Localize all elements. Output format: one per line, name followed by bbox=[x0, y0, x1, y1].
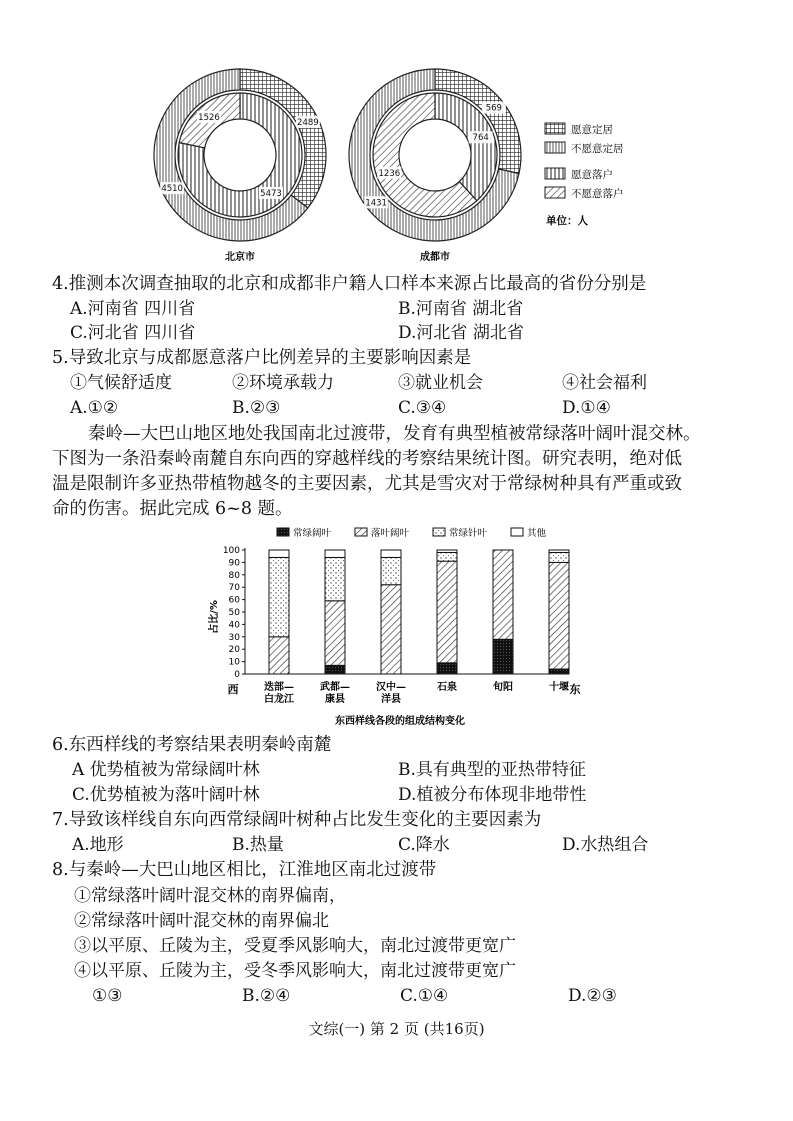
donut-outer-value-1-1: 1431 bbox=[365, 198, 387, 209]
legend-label-hukou-no: 不愿意落户 bbox=[571, 188, 624, 200]
q8-statement-1: ①常绿落叶阔叶混交林的南界偏南， bbox=[74, 886, 346, 906]
donut-figure bbox=[150, 60, 670, 270]
donut-outer-value-0-0: 2489 bbox=[297, 117, 319, 128]
question-6-stem: 6.东西样线的考察结果表明秦岭南麓 bbox=[52, 735, 332, 755]
legend-label-1: 落叶阔叶 bbox=[371, 528, 410, 539]
donut-legend bbox=[545, 123, 624, 227]
legend-swatch-1 bbox=[355, 528, 367, 536]
x-category-label-0-0: 迭部— bbox=[264, 682, 294, 693]
bar-segment-4-0 bbox=[493, 639, 513, 674]
q8-statement-2: ②常绿落叶阔叶混交林的南界偏北 bbox=[74, 911, 329, 931]
q8-option-c[interactable]: C.①④ bbox=[400, 986, 449, 1006]
bar-segment-5-3 bbox=[549, 550, 569, 552]
bar-segment-2-2 bbox=[381, 557, 401, 584]
q4-option-a[interactable]: A.河南省 四川省 bbox=[70, 299, 196, 319]
unit-label: 单位：人 bbox=[546, 215, 588, 227]
x-category-label-0-1: 白龙江 bbox=[264, 694, 294, 705]
stacked-bar-chart bbox=[205, 522, 585, 732]
q5-option-b[interactable]: B.②③ bbox=[232, 398, 281, 418]
city-label-beijing: 北京市 bbox=[225, 252, 255, 263]
q5-factor-2: ②环境承载力 bbox=[232, 373, 334, 393]
y-tick-label: 60 bbox=[228, 595, 240, 606]
x-category-label-5-0: 十堰 bbox=[549, 682, 569, 693]
bar-segment-0-1 bbox=[269, 637, 289, 674]
question-4-stem: 4.推测本次调查抽取的北京和成都非户籍人口样本来源占比最高的省份分别是 bbox=[52, 274, 647, 294]
y-tick-label: 90 bbox=[228, 558, 240, 569]
bar-segment-1-2 bbox=[325, 557, 345, 600]
q8-option-d[interactable]: D.②③ bbox=[568, 986, 617, 1006]
x-category-label-4-0: 旬阳 bbox=[493, 682, 513, 693]
legend-label-settle-yes: 愿意定居 bbox=[571, 124, 613, 136]
y-tick-label: 20 bbox=[228, 645, 240, 656]
passage-line-1: 秦岭—大巴山地区地处我国南北过渡带，发育有典型植被常绿落叶阔叶混交林。 bbox=[88, 424, 701, 444]
question-8-stem: 8.与秦岭—大巴山地区相比，江淮地区南北过渡带 bbox=[52, 860, 437, 880]
x-category-label-3-0: 石泉 bbox=[437, 682, 457, 693]
legend-label-0: 常绿阔叶 bbox=[293, 528, 332, 539]
q8-option-b[interactable]: B.②④ bbox=[242, 986, 291, 1006]
passage-line-3: 温是限制许多亚热带植物越冬的主要因素，尤其是雪灾对于常绿树种具有严重或致 bbox=[52, 474, 682, 494]
legend-swatch-0 bbox=[277, 528, 289, 536]
donut-inner-value-1-0: 764 bbox=[472, 133, 489, 144]
q4-option-b[interactable]: B.河南省 湖北省 bbox=[398, 299, 524, 319]
x-category-label-1-1: 康县 bbox=[325, 694, 345, 705]
q6-option-c[interactable]: C.优势植被为落叶阔叶林 bbox=[72, 785, 260, 805]
bar-segment-3-1 bbox=[437, 561, 457, 663]
question-7-stem: 7.导致该样线自东向西常绿阔叶树种占比发生变化的主要因素为 bbox=[52, 810, 542, 830]
legend-swatch-3 bbox=[511, 528, 523, 536]
y-axis-label: 占比/% bbox=[209, 600, 220, 634]
legend-label-settle-no: 不愿意定居 bbox=[571, 143, 624, 155]
q5-factor-3: ③就业机会 bbox=[398, 373, 483, 393]
legend-label-2: 常绿针叶 bbox=[449, 528, 488, 539]
q6-option-b[interactable]: B.具有典型的亚热带特征 bbox=[398, 760, 586, 780]
bar-marks bbox=[264, 550, 569, 705]
bar-segment-4-1 bbox=[493, 550, 513, 639]
legend-label-3: 其他 bbox=[527, 528, 547, 539]
bar-legend bbox=[277, 527, 547, 539]
chart-title: 东西样线各段的组成结构变化 bbox=[335, 716, 465, 727]
y-tick-label: 10 bbox=[228, 657, 240, 668]
q8-option-a[interactable]: ①③ bbox=[92, 986, 123, 1006]
q4-option-d[interactable]: D.河北省 湖北省 bbox=[398, 323, 524, 343]
legend-label-hukou-yes: 愿意落户 bbox=[571, 169, 613, 181]
page-footer: 文综(一) 第 2 页 (共16页) bbox=[308, 1020, 485, 1038]
donut-chart-chengdu bbox=[349, 69, 521, 241]
bar-segment-1-3 bbox=[325, 550, 345, 557]
y-tick-label: 100 bbox=[222, 546, 240, 556]
bar-segment-1-0 bbox=[325, 665, 345, 674]
y-tick-label: 30 bbox=[228, 632, 240, 643]
donut-inner-value-0-0: 5473 bbox=[260, 188, 282, 199]
bar-segment-5-0 bbox=[549, 669, 569, 674]
q7-option-b[interactable]: B.热量 bbox=[232, 835, 284, 855]
q7-option-c[interactable]: C.降水 bbox=[398, 835, 450, 855]
q6-option-d[interactable]: D.植被分布体现非地带性 bbox=[398, 785, 587, 805]
q5-option-d[interactable]: D.①④ bbox=[562, 398, 611, 418]
donut-inner-value-0-1: 1526 bbox=[198, 113, 220, 124]
q5-option-a[interactable]: A.①② bbox=[70, 398, 119, 418]
q8-statement-4: ④以平原、丘陵为主，受冬季风影响大，南北过渡带更宽广 bbox=[74, 961, 516, 981]
bar-segment-2-1 bbox=[381, 585, 401, 674]
y-tick-label: 40 bbox=[228, 620, 240, 631]
x-category-label-1-0: 武都— bbox=[320, 682, 350, 693]
bar-segment-2-3 bbox=[381, 550, 401, 557]
donut-outer-value-0-1: 4510 bbox=[161, 184, 183, 195]
q8-statement-3: ③以平原、丘陵为主，受夏季风影响大，南北过渡带更宽广 bbox=[74, 936, 516, 956]
legend-swatch-2 bbox=[433, 528, 445, 536]
q4-option-c[interactable]: C.河北省 四川省 bbox=[70, 323, 196, 343]
bar-segment-0-2 bbox=[269, 557, 289, 636]
donut-outer-value-1-0: 569 bbox=[485, 103, 502, 114]
x-category-label-2-1: 洋县 bbox=[381, 694, 401, 705]
bar-segment-3-3 bbox=[437, 550, 457, 552]
direction-east: 东 bbox=[569, 683, 581, 696]
bar-segment-3-0 bbox=[437, 663, 457, 674]
question-5-stem: 5.导致北京与成都愿意落户比例差异的主要影响因素是 bbox=[52, 348, 472, 368]
y-tick-label: 50 bbox=[228, 608, 240, 618]
passage-line-4: 命的伤害。据此完成 6~8 题。 bbox=[52, 499, 293, 519]
direction-west: 西 bbox=[227, 683, 239, 696]
donut-chart-beijing bbox=[154, 69, 326, 241]
y-tick-label: 80 bbox=[228, 570, 240, 581]
y-tick-label: 70 bbox=[228, 583, 240, 594]
y-tick-label: 0 bbox=[234, 670, 240, 680]
q7-option-a[interactable]: A.地形 bbox=[72, 835, 124, 855]
q6-option-a[interactable]: A 优势植被为常绿阔叶林 bbox=[72, 760, 260, 780]
q5-option-c[interactable]: C.③④ bbox=[398, 398, 447, 418]
q7-option-d[interactable]: D.水热组合 bbox=[562, 835, 649, 855]
bar-segment-0-3 bbox=[269, 550, 289, 557]
x-category-label-2-0: 汉中— bbox=[376, 682, 406, 693]
bar-segment-1-1 bbox=[325, 601, 345, 665]
bar-segment-5-1 bbox=[549, 562, 569, 669]
passage-line-2: 下图为一条沿秦岭南麓自东向西的穿越样线的考察结果统计图。研究表明，绝对低 bbox=[52, 449, 682, 469]
bar-segment-5-2 bbox=[549, 552, 569, 562]
donut-inner-value-1-1: 1236 bbox=[378, 168, 401, 179]
bar-segment-3-2 bbox=[437, 552, 457, 561]
q5-factor-1: ①气候舒适度 bbox=[70, 373, 172, 393]
city-label-chengdu: 成都市 bbox=[420, 252, 450, 263]
q5-factor-4: ④社会福利 bbox=[562, 373, 647, 393]
